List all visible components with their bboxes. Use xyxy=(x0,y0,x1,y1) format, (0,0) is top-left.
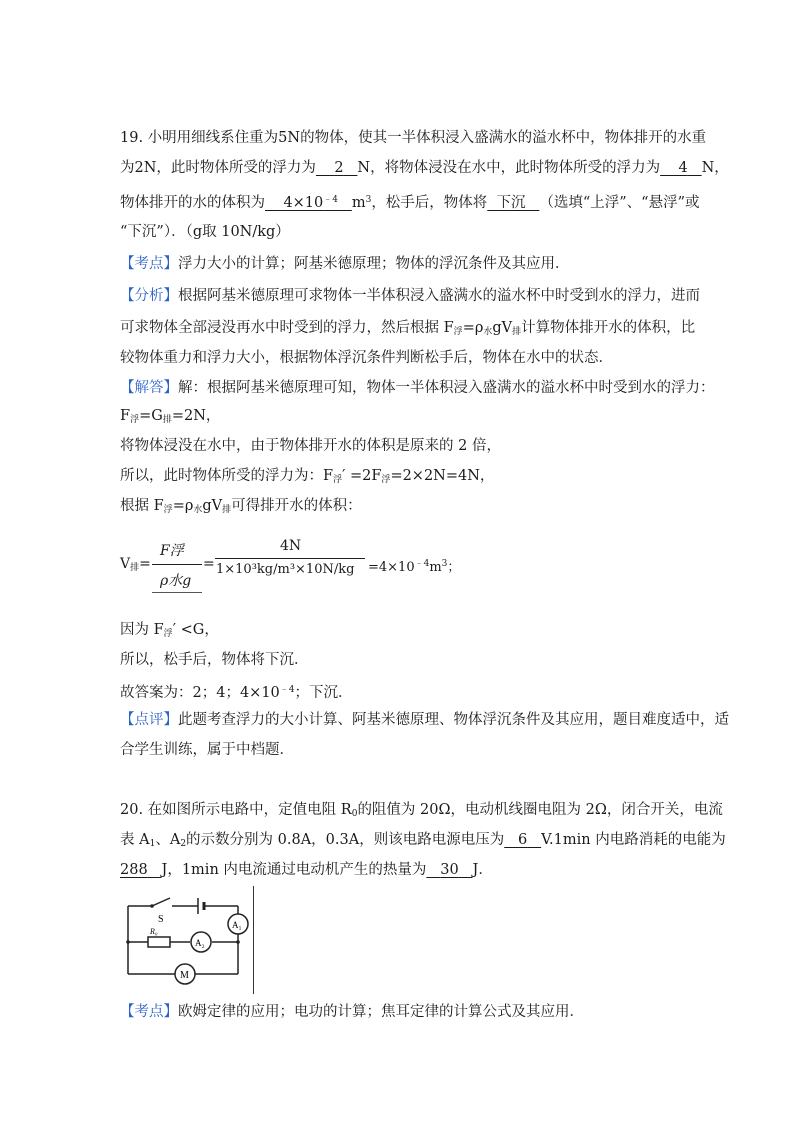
q19-answer-1: 2 xyxy=(334,160,344,176)
q20-kaodian: 【考点】欧姆定律的应用；电功的计算；焦耳定律的计算公式及其应用． xyxy=(120,1004,584,1020)
equation-result: $=4\times 10^{﹣4}m^3$； xyxy=(368,559,461,575)
fraction-left-denominator: ρ水g xyxy=(160,573,192,589)
q19-pingping-2: 合学生训练，属于中档题． xyxy=(120,742,294,758)
q19-line-4: “下沉”）．（g取 10N/kg） xyxy=(120,224,290,240)
q19-jieda-8: 故答案为：2；4；$4\times 10^{﹣4}$；下沉． xyxy=(120,685,353,701)
switch-contact xyxy=(150,904,154,908)
q19-answer-3: $4\times 10^{﹣4}$ xyxy=(283,195,338,211)
q19-pingping-1: 【点评】此题考查浮力的大小计算、阿基米德原理、物体浮沉条件及其应用，题目难度适中，适 xyxy=(120,712,729,728)
ammeter-a1-label: A₁ xyxy=(232,920,242,930)
q19-jieda-3: 将物体浸没在水中，由于物体排开水的体积是原来的 2 倍， xyxy=(120,438,501,454)
q19-jieda-4: 所以，此时物体所受的浮力为：$F_浮' =2F_浮=2\times 2N=4N$， xyxy=(120,468,495,485)
fraction-left-numerator: F浮 xyxy=(160,543,184,559)
q20-line-1: 20. 在如图所示电路中，定值电阻 $R_0$的阻值为 20Ω，电动机线圈电阻为 2Ω，闭合开关，电流 xyxy=(120,802,723,819)
q19-jieda-6: 因为 $F_浮' <G$， xyxy=(120,622,219,639)
q19-line-1: 19. 小明用细线系住重为5N的物体，使其一半体积浸入盛满水的溢水杯中，物体排开的水重 xyxy=(120,130,707,146)
fraction-right-denominator: 1×10³kg/m³×10N/kg xyxy=(216,562,355,577)
q20-answer-2: 288 xyxy=(120,862,148,878)
q19-kaodian: 【考点】浮力大小的计算；阿基米德原理；物体的浮沉条件及其应用． xyxy=(120,256,570,272)
q20-line-3: 288 J，1min 内电流通过电动机产生的热量为 30 J． xyxy=(120,862,493,878)
q19-answer-4: 下沉 xyxy=(496,195,526,211)
q19-line-2: 为2N，此时物体所受的浮力为 2 N，将物体浸没在水中，此时物体所受的浮力为 4 N， xyxy=(120,160,729,176)
q19-jieda-1: 【解答】解：根据阿基米德原理可知，物体一半体积浸入盛满水的溢水杯中时受到水的浮力： xyxy=(120,380,715,396)
ammeter-a2-label: A₂ xyxy=(195,938,205,948)
q19-jieda-5: 根据 $F_浮=\rho_水gV_排$可得排开水的体积： xyxy=(120,498,362,515)
q19-fenxi-2: 可求物体全部浸没再水中时受到的浮力，然后根据 $F_浮=\rho_水gV_排$计算物体排开水的体积，比 xyxy=(120,320,696,337)
q20-answer-1: 6 xyxy=(518,832,528,848)
q20-answer-3: 30 xyxy=(440,862,459,878)
circuit-diagram xyxy=(120,886,255,994)
q19-jieda-7: 所以，松手后，物体将下沉． xyxy=(120,652,309,668)
q20-line-2: 表 $A_1$、$A_2$的示数分别为 0.8A，0.3A，则该电路电源电压为 6 V.1min 内电路消耗的电能为 xyxy=(120,832,726,849)
q19-answer-2: 4 xyxy=(678,160,688,176)
resistor-label: R₀ xyxy=(150,927,158,936)
q19-fenxi-1: 【分析】根据阿基米德原理可求物体一半体积浸入盛满水的溢水杯中时受到水的浮力，进而 xyxy=(120,288,700,304)
motor-label: M xyxy=(180,970,189,981)
q19-line-3: 物体排开的水的体积为 $4\times 10^{﹣4}$ $m^3$，松手后，物体将 下沉 （选填“上浮”、“悬浮”或 xyxy=(120,195,700,211)
q19-jieda-2: $F_浮=G_排=2N$， xyxy=(120,408,221,425)
figure-divider xyxy=(253,886,254,994)
q19-fenxi-3: 较物体重力和浮力大小，根据物体浮沉条件判断松手后，物体在水中的状态． xyxy=(120,350,613,366)
fraction-right-numerator: 4N xyxy=(280,538,302,554)
switch-label: S xyxy=(158,914,164,925)
